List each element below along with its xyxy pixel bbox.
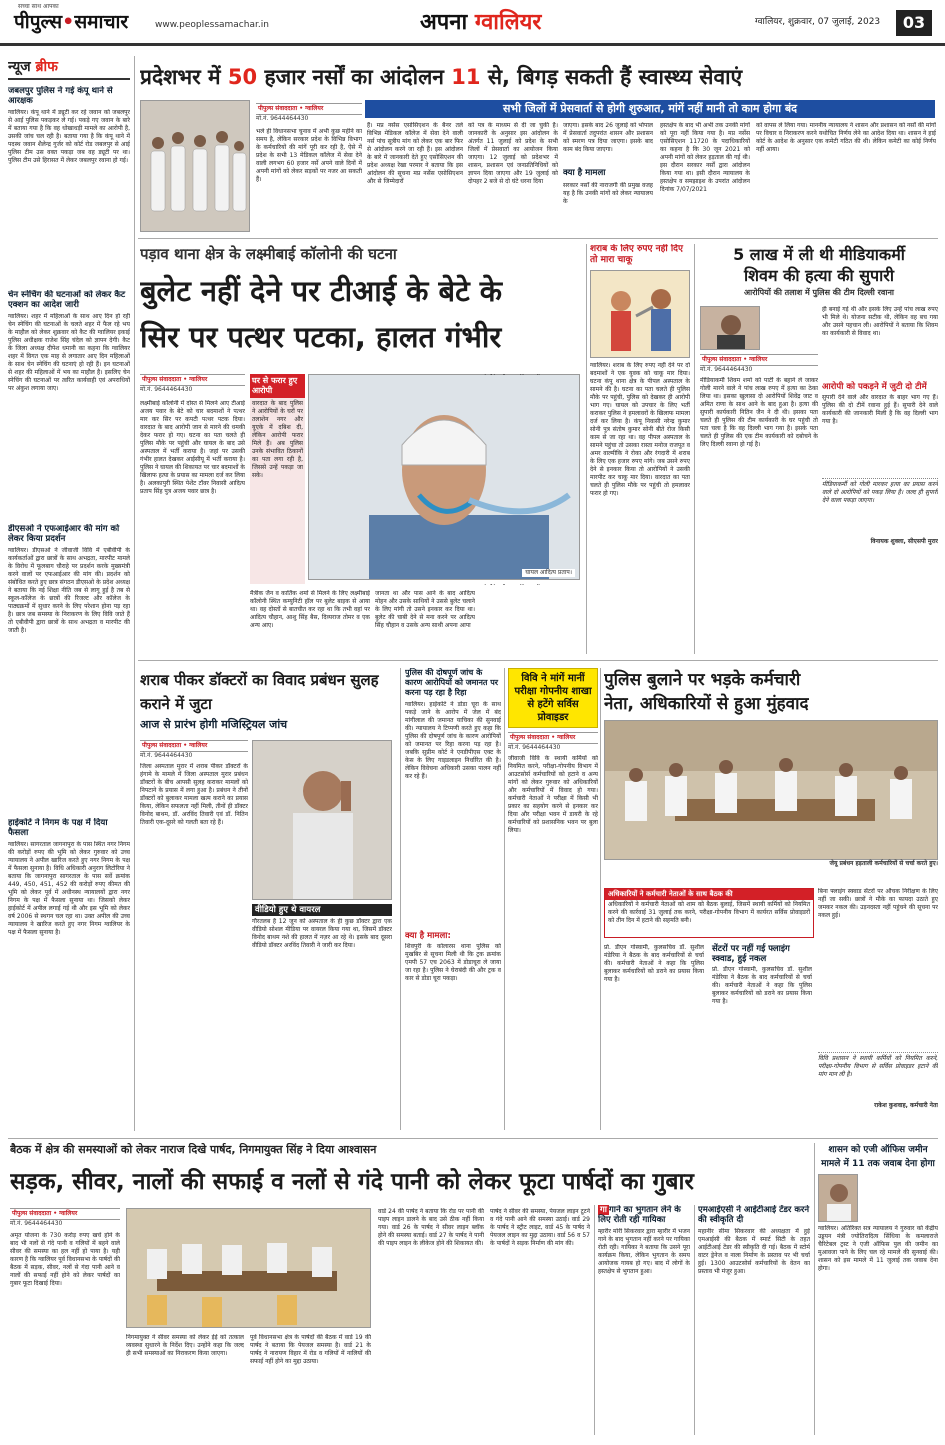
news-brief-column	[8, 58, 130, 1128]
shasan-story	[818, 1143, 938, 1435]
video-title: वीडियो हुए थे वायरल	[252, 904, 392, 916]
brief-heading: न्यूज ब्रीफ	[8, 58, 130, 80]
bullet-byline	[140, 374, 245, 396]
karmachari-photo-caption: जेयू प्रबंधन हड़ताली कर्मचारियों से चर्चा करते हुए।	[829, 860, 938, 867]
nurses-group-image	[141, 101, 250, 232]
video-body: गौरतलब है 12 जून को अस्पताल के ही कुछ डॉक्टर द्वारा एक वीडियो सोशल मीडिया पर वायरल किया गया था, जिसमें डॉक्टर विनोद बाथम नशे की हालत में नज़र आ रहे थे। इसके बाद दूसरा वीडियो डॉक्टर अरविंद तिवारी ने जारी कर दिया।	[252, 918, 392, 949]
brief-item	[8, 524, 130, 814]
supari-body-col2: ही बनाई गई थी और इसके लिए उन्हें पांच लाख रुपए भी मिले थे। योजना सटीक थी, लेकिन वह बच गया और उसने पहचान ली। आरोपियों ने बताया कि शिवम का कार्यकारी से विवाद था।	[822, 306, 938, 337]
byline-mobile: मो.नं. 9644464430	[140, 752, 193, 760]
bullet-body-col5	[480, 584, 580, 585]
nurses-body-col5: हस्तक्षेप के बाद भी अभी तक उनकी मांगों को पूरा नहीं किया गया है। मप्र नर्सेस एसोसिएशन 11720 के पदाधिकारियों का कहना है कि 30 जून 2021 को अपनी मांगों को लेकर हड़ताल की गई थी। इस दौरान सरकार नर्सों द्वारा आंदोलन किया गया था। इसी दौरान न्यायालय के हस्तक्षेप व समझाइश के उपरांत आंदोलन दिनांक 7/07/2021	[660, 122, 750, 193]
nurses-body-col4: जाएगा। इसके बाद 26 जुलाई को भोपाल में प्रेसवार्ता तदुपरांत शासन और प्रशासन को स्मरण पत्र दिया जाएगा। इसके बाद काम बंद किया जाएगा। क्या है मामला सरकार नर्सों की नाराजगी की प्रमुख वजह यह है कि उनकी मांगों को लेकर न्यायालय के	[563, 122, 653, 205]
bullet-body-col1: लक्ष्मीबाई कॉलोनी में दोस्त से मिलने आए टीआई अजय पवार के बेटे को चार बदमाशों ने पत्थर मार कर सिर पर कपटी पत्थर पटक दिया। वारदात के बाद आरोपी जान से मारने की धमकी देकर फरार हो गए। घटना का पता चलते ही पुलिस मौके पर पहुंची और घायल के बाद उसे अस्पताल में भर्ती कराया है। जहां पर उसकी गंभीर हालत देखकर आईसीयू में भर्ती कराया है। पुलिस ने घायल की शिकायत पर चार बदमाशों के खिलाफ हत्या के प्रयास का मामला दर्ज कर लिया है। अलकापुरी स्थित पेशेंट टॉवर निवासी आदित्य प्रताप सिंह पुत्र अजय पवार छात्र है।	[140, 400, 245, 495]
bullet-victim-photo	[308, 374, 580, 580]
sharab-headline[interactable]: शराब पीकर डॉक्टरों का विवाद प्रबंधन सुलह कराने में जुटा	[140, 671, 379, 713]
karmachari-headline[interactable]: पुलिस बुलाने पर भड़के कर्मचारी नेता, अधिकारियों से हुआ मुंहवाद	[604, 670, 809, 714]
sadak-kicker: बैठक में क्षेत्र की समस्याओं को लेकर नाराज दिखे पार्षद, निगमायुक्त सिंह ने दिया आश्वासन	[10, 1143, 377, 1156]
byline-text: पीपुल्स संवाददाता • ग्वालियर	[12, 1210, 78, 1217]
byline-text: पीपुल्स संवाददाता • ग्वालियर	[142, 376, 208, 383]
byline-text: पीपुल्स संवाददाता • ग्वालियर	[142, 742, 208, 749]
vivi-story	[508, 668, 598, 1130]
supari-story	[700, 244, 938, 654]
vivi-box[interactable]: विवि ने मांगें मानीं परीक्षा गोपनीय शाखा से हटेंगे सर्विस प्रोवाइडर	[508, 668, 598, 728]
page-number: 03	[896, 10, 932, 36]
brief-body: ग्वालियर। शहर में महिलाओं के साथ आए दिन हो रही चेन स्नेचिंग की घटनाओं के चलते शहर में फैल रहे भय के माहौल को लेकर शुक्रवार को कैट की ग्वालियर इकाई पुलिस अधीक्षक राजेश सिंह चंदेल को ज्ञापन देगी। कैट के जिला अध्यक्ष दीपेश धमानी का कहना कि ग्वालियर शहर में विगत एक माह से लगातार आए दिन महिलाओं के साथ चेन स्नेचिंग की घटनाएं हो रही हैं। इन घटनाओं से शहर की महिलाओं में भय का माहौल है। इसलिए चेन स्नेचिंग की घटनाओं पर त्वरित कार्यवाही एवं अपराधियों पर अंकुश लगाया जाए।	[8, 313, 130, 392]
sadak-byline	[10, 1208, 120, 1230]
brief-title[interactable]: जबलपुर पुलिस ने गई कंपू थाने से आरक्षक	[8, 86, 113, 106]
byline-mobile: मो.नं. 9644464430	[256, 115, 309, 123]
dateline: ग्वालियर, शुक्रवार, 07 जुलाई, 2023	[755, 17, 881, 27]
councillors-meeting-image	[127, 1209, 371, 1328]
nurses-body-col6: को वापस ले लिया गया। माननीय न्यायालय ने शासन और प्रशासन को नर्सों की मांगों पर विचार व निराकरण करने यथोचित निर्णय लेने का आदेश दिया था। शासन ने हाई कोर्ट के आदेश के अनुसार एक कमेटी गठित की थी। लेकिन कमेटी का कोई निर्णय नहीं आया।	[756, 122, 936, 153]
brief-item	[8, 86, 130, 286]
byline-mobile: मो.नं. 9644464430	[700, 366, 753, 374]
karmachari-box-body: अधिकारियों ने कर्मचारी नेताओं को शाम को बैठक बुलाई, जिसमें स्थायी कर्मियों को नियमित करने की कार्रवाई 31 जुलाई तक करने, परीक्षा-गोपनीय विभाग में कार्यरत सर्विस प्रोवाइडरों को तीन दिन में हटाने की सहमति बनी।	[608, 901, 810, 925]
nurses-photo	[140, 100, 250, 232]
meeting-room-image	[605, 721, 938, 860]
byline-text: पीपुल्स संवाददाता • ग्वालियर	[510, 734, 576, 741]
bullet-body-col4	[480, 374, 580, 375]
dosh-body: ग्वालियर। हाईकोर्ट ने डोडा चूरा के साथ पकड़े जाने के आरोप में जेल में बंद मांगीलाल की जमानत याचिका की सुनवाई की। न्यायालय ने टिप्पणी करते हुए कहा कि पुलिस की दोषपूर्ण जांच के कारण आरोपियों को जमानत पर रिहा करना पड़ रहा है। जबकि सुप्रीम कोर्ट ने एनडीपीएस एक्ट के केस के लिए गाइडलाइन निर्धारित की है। लेकिन विवेचना अधिकारी उसका पालन नहीं कर रहे हैं।	[405, 701, 501, 780]
byline-text: पीपुल्स संवाददाता • ग्वालियर	[702, 356, 768, 363]
victim-portrait-image	[701, 307, 760, 350]
shasan-portrait	[818, 1174, 858, 1222]
supari-quote: मीडियाकर्मी को गोली मारकर हत्या का प्रयास करने वाले दो आरोपियों को पकड़ लिया है। जल्द ही सुपारी देने वाला पकड़ा जाएगा।	[822, 478, 938, 538]
byline-mobile: मो.नं. 9644464430	[140, 386, 193, 394]
minister-portrait-image	[819, 1175, 858, 1222]
chaku-body: ग्वालियर। शराब के लिए रुपए नहीं देने पर दो बदमाशों ने एक युवक को चाकू मार दिया। घटना कंपू थाना क्षेत्र के पीपल अस्पताल के सामने की है। घटना का पता चलते ही पुलिस मौके पर पहुंची, पुलिस को देखकर ही आरोपी भाग गए। घायल को उपचार के लिए भर्ती कराकर पुलिस ने हमलावरों के खिलाफ मामला दर्ज कर लिया है। कंपू निवासी नरेन्द्र कुमार सोनी पुत्र संतोष कुमार सोनी बीते रोज किसी काम से जा रहा था। वह पीपल अस्पताल के सामने पहुंचा तो उसका रास्ता मनोज राजपूत व अमर वाल्मीकि ने रोका और रंगदारी में शराब के लिए एक हजार रुपए मांगे। जब उसने रुपए देने से इनकार किया तो आरोपियों ने उसकी मारपीट कर चाकू मार दिया। वारदात का पता चलते ही पुलिस मौके पर पहुंची तो हमलावर फरार हो गए।	[590, 362, 690, 497]
sharab-subhead: आज से प्रारंभ होगी मजिस्ट्रियल जांच	[140, 718, 288, 731]
byline-mobile: मो.नं. 9644464430	[10, 1220, 63, 1228]
supari-headline[interactable]: 5 लाख में ली थी मीडियाकर्मी शिवम की हत्या की सुपारी	[733, 245, 905, 285]
brief-item	[8, 290, 130, 520]
brief-body: ग्वालियर। डीएसओ ने जीवाजी विवि में एबीवीपी के कार्यकर्ताओं द्वारा छात्रों के साथ अभद्रता, मारपीट मामले के विरोध में फूलबाग चौराहे पर प्रदर्शन करके मुख्यमंत्री करने वालों पर एफआईआर की मांग की। प्रदर्शन को संबोधित करते हुए छात्र संगठन डीएसओ के प्रदेश अध्यक्ष ने बताया कि नई शिक्षा नीति जब से लागू हुई है तब से स्कूल-कॉलेज के छात्रों की रिजल्ट और कॉलेज के पाठ्यक्रमों में सुधार करने के लिए परेशान होना पड़ रहा है। छात्र जब समस्या के निराकरण के लिए विवि जाते हैं तो एबीवीपी द्वारा छात्रों के साथ अभद्रता व मारपीट की जाती है।	[8, 547, 130, 634]
iti-headline[interactable]: एमआईएसी ने आईटीआई टेंडर करने की स्वीकृति दी	[698, 1205, 810, 1225]
iti-body: महानीर सीमा सिकरवार की अध्यक्षता में हुई एमआईसी की बैठक में स्मार्ट सिटी के तहत आईटीआई टेंडर की स्वीकृति दी गई। बैठक में स्टोर्म वाटर ड्रेनेज व नाला निर्माण के प्रस्ताव पर भी चर्चा हुई। 1300 आउटसोर्स कर्मचारियों के वेतन का प्रस्ताव भी मंजूर हुआ।	[698, 1228, 810, 1275]
sadak-body-col2: निगमायुक्त ने सीवर समस्या को लेकर ईई को तत्काल व्यवस्था सुधारने के निर्देश दिए। उन्होंने कहा कि जल्द ही सभी समस्याओं का निराकरण किया जाएगा।	[126, 1334, 244, 1357]
bhugtan-headline[interactable]: गा गाने का भुगतान लेने के लिए रोती रही गायिका	[598, 1205, 681, 1225]
karmachari-body3: बिना फ्लाइंग स्क्वाड सेंटरों पर औचक निरीक्षण के लिए नहीं जा सकी। छात्रों ने मौके का फायदा उठाते हुए जमकर नकल की। उड़नदस्ता नहीं पहुंचने की सूचना पर नकल हुई।	[818, 888, 938, 919]
chaku-story	[590, 244, 690, 654]
supari-subhead: आरोपियों की तलाश में पुलिस की टीम दिल्ली रवाना	[744, 288, 894, 297]
dosh-story	[405, 668, 501, 1130]
bullet-headline[interactable]: बुलेट नहीं देने पर टीआई के बेटे के सिर पर पत्थर पटका, हालत गंभीर	[140, 274, 503, 354]
website-url[interactable]: www.peoplessamachar.in	[155, 20, 269, 30]
brief-body: ग्वालियर। कंपू थाने में ड्यूटी कर रहे जवान को जबलपुर से आई पुलिस पकड़कर ले गई। पकड़े गए जवान के बारे में बताया गया है कि वह धोखाधड़ी मामले का आरोपी है, उसकी जांच चल रही है। बताया गया है कि कंपू थाने में पदस्थ जवान शैलेन्द्र गुर्जर को कोर्ट रोड जबलपुर से आई पुलिस टीम उस वक्त पकड़ा जब वह ड्यूटी पर था। पुलिस टीम उसे हिरासत में लेकर जबलपुर रवाना हो गई।	[8, 109, 130, 164]
brief-title[interactable]: हाईकोर्ट ने निगम के पक्ष में दिया फैसला	[8, 818, 108, 838]
bullet-kicker: पड़ाव थाना क्षेत्र के लक्ष्मीबाई कॉलोनी की घटना	[140, 245, 397, 263]
sharab-story	[140, 668, 396, 1130]
nurses-headline[interactable]: प्रदेशभर में 50 हजार नर्सों का आंदोलन 11 से, बिगड़ सकती हैं स्वास्थ्य सेवाएं	[140, 65, 743, 89]
doctor-video-still	[253, 741, 392, 900]
karmachari-meeting-photo	[604, 720, 938, 860]
chaku-illustration	[590, 270, 690, 358]
iti-story	[698, 1205, 810, 1435]
shasan-headline[interactable]: शासन को एजी ऑफिस जमीन मामले में 11 तक जवाब देना होगा	[821, 1145, 935, 1169]
supari-credit: विनायक शुक्ला, सीएसपी मुरार	[870, 538, 938, 545]
supari-side-title: आरोपी को पकड़ने में जुटी दो टीमें	[822, 382, 927, 392]
dosh-box-body: शिवपुरी के कोलारस थाना पुलिस को मुखबिर से सूचना मिली थी कि ट्रक क्रमांक एमपी 57 एच 2063 में डोडाचूरा ले जाया जा रहा है। पुलिस ने घेराबंदी की और ट्रक व कार से डोडा चूरा पकड़ा।	[405, 943, 501, 982]
supari-photo	[700, 306, 760, 350]
section-title: अपना ग्वालियर	[420, 10, 542, 35]
karmachari-body1: प्रो. डीएन गोस्वामी, कुलसचिव डॉ. सुशील मंडेरिया ने बैठक के बाद कर्मचारियों से चर्चा की। कर्मचारी नेताओं ने कहा कि पुलिस बुलाकर कर्मचारियों को डराने का प्रयास किया गया है।	[604, 944, 704, 983]
photo-caption: घायल आदित्य प्रताप।	[522, 569, 575, 577]
side-box-body: वारदात के बाद पुलिस ने आरोपियों के घरों पर तलाशेन नगर और यूएके में दबिश दी, लेकिन आरोपी फरार मिले हैं। अब पुलिस उनके संभावित ठिकानों का पता लगा रही है, जिससे उन्हें पकड़ा जा सके।	[252, 400, 303, 479]
bhugtan-body: म्हारीर मोरी सिकरवार द्वारा म्हारीर में भजन गाने के बाद भुगतान नहीं करने पर गायिका रोती रही। गायिका ने बताया कि उसने पूरा कार्यक्रम किया, लेकिन भुगतान के समय आयोजक गायब हो गए। बाद में लोगों के हस्तक्षेप से भुगतान हुआ।	[598, 1228, 690, 1275]
nurses-body-col2: हैं। मप्र नर्सेस एसोसिएशन के बैनर तले विभिन्न मेडिकल कॉलेज में सेवा देने वाली नर्स पांच सूत्रीय मांग को लेकर एक बार फिर से आंदोलन करने जा रही हैं। इस आंदोलन के बारे में जानकारी देते हुए एसोसिएशन की प्रदेश अध्यक्ष रेखा परमार ने बताया कि इस आंदोलन की सूचना मप्र नर्सेस एसोसिएशन और से जिम्मेदारों	[367, 122, 463, 185]
karmachari-box-title: अधिकारियों ने कर्मचारी नेताओं के साथ बैठक की	[605, 889, 813, 900]
vivi-body: जीवाजी विवि के स्थायी कर्मियों को नियमित करने, परीक्षा-गोपनीय विभाग में आउटसोर्स कर्मचारियों को हटाने व अन्य मांगों को लेकर गुरुवार को अधिकारियों और कर्मचारियों में विवाद हो गया। कर्मचारी नेताओं ने परीक्षा में किसी भी प्रकार का सहयोग करने से इनकार कर दिया और परीक्षा भवन में डायरी के रहे कर्मचारियों को प्रशासनिक भवन पर बुला लिया।	[508, 755, 598, 835]
dosh-box-title: क्या है मामला:	[405, 931, 451, 941]
brief-body: ग्वालियर। सागरताल जागनापुरा के पास स्थित नगर निगम की करोड़ों रुपए की भूमि को लेकर गुरुवार को उच्च न्यायालय ने अपील खारिज करते हुए नगर निगम के पक्ष में फैसला सुनाया है। विधि अधिकारी अनुराग लिटोरिया ने बताया कि जागनापुरा सागरताल के पास सर्वे क्रमांक 449, 450, 451, 452 की करोड़ों रुपए कीमत की भूमि को लेकर पूर्व में अधीनस्थ न्यायालयों द्वारा नगर निगम के पक्ष में फैसला सुनाया था। जिसको लेकर हाईकोर्ट में अपील लगाई गई थी और इस भूमि को लेकर वर्ष 2006 से स्थगन चल रहा था। उक्त अपील की उच्च न्यायालय ने खारिज करते हुए नगर निगम ग्वालियर के पक्ष में फैसला सुनाया है।	[8, 841, 130, 936]
brief-title[interactable]: डीएसओ ने एफआईआर की मांग को लेकर किया प्रदर्शन	[8, 524, 120, 544]
supari-body-col1: मीडियाकर्मी शिवम शर्मा को पार्टी के बहाने ले जाकर गोली मारने वाले ने पांच लाख रुपए में हत्या का ठेका लिया था। इसका खुलासा दो आरोपियों शिवेंद्र जाट व अमित राणा के साथ आने के बाद हुआ है। हत्या की सुपारी कार्यकारी नितिन जैन ने दी थी। इसका पता चलते ही पुलिस की टीम कार्यकारी के घर पहुंची तो पता चला है कि वह दिल्ली भाग गया है। इसके पता चलते ही पुलिस की एक टीम कार्यकारी को दबोचने के लिए दिल्ली रवाना हो गई है।	[700, 377, 818, 449]
bullet-body-col3: जानता था और पास आने के बाद आदित्य मोहन और उसके साथियों ने उससे बुलेट चलाने के लिए मांगी तो उसने इनकार कर दिया था। बुलेट की चाबी देने से मना करने पर आदित्य सिंह चौहान व उसके अन्य साथी अपना आपा	[375, 590, 475, 629]
karmachari-credit: राकेश कुशवाह, कर्मचारी नेता	[874, 1102, 938, 1109]
karmachari-sub2: सेंटरों पर नहीं गई फ्लाइंग स्क्वाड, हुई नकल	[712, 944, 790, 964]
bhugtan-story	[598, 1205, 690, 1435]
nurses-body-col3: को पत्र के माध्यम से दी जा चुकी है। जानकारी के अनुसार इस आंदोलन के अंतर्गत 11 जुलाई को प्रदेश के सभी जिलों में प्रेसवार्ता का आयोजन किया जाएगा। 12 जुलाई को प्रदेशभर में शासन, प्रशासन एवं जनप्रतिनिधियों को ज्ञापन दिया जाएगा और 19 जुलाई को दोपहर 2 बजे से दो घंटे धरना दिया	[468, 122, 558, 185]
bullet-body-col2: मैत्रीक जैन व कार्तिक शर्मा से मिलने के लिए लक्ष्मीबाई कॉलोनी स्थित कम्युनिटी हॉल पर बुलेट बाइक से आया था। वह दोस्तों से बातचीत कर रहा था कि तभी वहां पर आदित्य चौहान, आशु सिंह बैस, दिव्यराज तोमर व एक अन्य आए।	[250, 590, 370, 629]
karmachari-body2: प्रो. डीएन गोस्वामी, कुलसचिव डॉ. सुशील मंडेरिया ने बैठक के बाद कर्मचारियों से चर्चा की। कर्मचारी नेताओं ने कहा कि पुलिस बुलाकर कर्मचारियों को डराने का प्रयास किया गया है।	[712, 966, 812, 1005]
side-box-title: घर से फरार हुए आरोपी	[250, 374, 305, 398]
dosh-headline[interactable]: पुलिस की दोषपूर्ण जांच के कारण आरोपियों को जमानत पर करना पड़ रहा है रिहा	[405, 668, 499, 697]
sadak-meeting-photo	[126, 1208, 371, 1328]
byline-text: पीपुल्स संवाददाता • ग्वालियर	[258, 105, 324, 112]
karmachari-quote: विवि प्रशासन ने स्थायी कर्मियों को नियमित करने, परीक्षा-गोपनीय विभाग से सर्विस प्रोवाइडर हटाने की मांग मान ली है।	[818, 1052, 938, 1102]
sadak-body-col3: पूर्व विधानसभा क्षेत्र के पार्षदों की बैठक में वार्ड 19 की पार्षद ने बताया कि पेयजल समस्या है। वार्ड 21 के पार्षद ने नारायण विहार में रोड व गलियों में नालियों की सफाई नहीं होने का मुद्दा उठाया।	[250, 1334, 371, 1365]
nurses-subhead: सभी जिलों में प्रेसवार्ता से होगी शुरुआत, मांगें नहीं मानी तो काम होगा बंद	[365, 100, 935, 118]
nurses-body-col1: भले ही विधानसभा चुनाव में अभी कुछ महीने का समय है, लेकिन सरकार प्रदेश के विभिन्न विभाग के कर्मचारियों की मांगें पूरी कर रही है, ऐसे में प्रदेश के सभी 13 मेडिकल कॉलेज में सेवा देने वाली लगभग 60 हजार नर्से अपने वाले दिनों में अपनी मांगों को लेकर सड़कों पर नजर आ सकती हैं।	[256, 128, 362, 183]
brief-title[interactable]: चेन स्नेचिंग की घटनाओं को लेकर कैट एक्शन का आदेश जारी	[8, 290, 126, 310]
masthead-tagline: सच्चा साथ आपका	[18, 3, 59, 10]
chaku-headline[interactable]: शराब के लिए रुपए नहीं दिए तो मारा चाकू	[590, 244, 683, 265]
sadak-body-col1: अमृत योजना के 730 करोड़ रुपए खर्च होने के बाद भी नलों से गंदे पानी व गलियों में बहने वाले सीवर की समस्या का हल नहीं हो पाया है। यही कारण है कि ग्वालियर पूर्व विधानसभा के पार्षदों की बैठक में सड़क, सीवर, नलों से गंदा पानी आने व नालों की सफाई नहीं होने को लेकर पार्षदों का गुबार फूटा दिखाई दिया।	[10, 1232, 120, 1287]
masthead	[0, 0, 945, 46]
byline-mobile: मो.नं. 9644464430	[508, 744, 561, 752]
bullet-side-box	[250, 374, 305, 584]
hospital-patient-image	[309, 375, 580, 580]
newspaper-logo[interactable]: पीपुल्स•समाचार	[14, 11, 129, 33]
brief-item	[8, 818, 130, 1123]
supari-side-body: सुपारी देने वाले और वारदात के बाहर भाग गए हैं। पुलिस की दो टीमें रवाना हुई हैं। सुपारी देने वाले कार्यकारी की जानकारी मिली है कि वह दिल्ली भाग गया है।	[822, 394, 938, 425]
nurses-subsection-title: क्या है मामला	[563, 168, 606, 178]
shasan-body: ग्वालियर। अतिरिक्त सत्र न्यायालय ने गुरुवार को केंद्रीय उड्डयन मंत्री ज्योतिरादित्य सिंधिया के कमलाराजे चैरिटेबल ट्रस्ट ने एजी ऑफिस पुल की जमीन का मुआवजा पाने के लिए चल रहे मामले की सुनवाई की। शासन को इस मामले में 11 जुलाई तक जवाब देना होगा।	[818, 1225, 938, 1272]
karmachari-story	[604, 668, 938, 1130]
nurses-byline	[256, 103, 362, 125]
sharab-body: जिला अस्पताल मुरार में शराब पीकर डॉक्टरों के हंगामे के मामले में जिला अस्पताल मुरार प्रबंधन डॉक्टरों के बीच आपसी सुलह कराकर मामलों को निपटाने के प्रयास में लगा हुआ है। प्रबंधन ने तीनों डॉक्टरों को बुलाकर मामला खत्म कराने का प्रयास किया, लेकिन सफलता नहीं मिली, तीनों ही डॉक्टर विनोद बाथम, डॉ. अरविंद तिवारी एवं डॉ. नितिन तिवारी एक-दूसरे को गलती बता रहे हैं।	[140, 763, 248, 827]
knife-attack-illustration	[591, 271, 690, 358]
sadak-body-col5: पार्षद ने सीवर की समस्या, पेयजल लाइन टूटने व गंदे पानी आने की समस्या उठाई। वार्ड 29 के पार्षद ने स्ट्रीट लाइट, वार्ड 45 के पार्षद ने पेयजल लाइन का मुद्दा उठाया। वार्ड 56 व 57 के पार्षदों ने सड़क निर्माण की मांग की।	[490, 1208, 590, 1247]
sharab-doctor-photo	[252, 740, 392, 900]
sadak-body-col4: वार्ड 24 की पार्षद ने बताया कि रोड पर पानी की पाइप लाइन डालने के बाद उसे ठीक नहीं किया गया। वार्ड 26 के पार्षद ने सीवर लाइन ब्लॉक होने की समस्या बताई। वार्ड 27 के पार्षद ने पानी की पाइप लाइन के लीकेज होने की शिकायत की।	[378, 1208, 484, 1247]
sadak-headline[interactable]: सड़क, सीवर, नालों की सफाई व नलों से गंदे पानी को लेकर फूटा पार्षदों का गुबार	[10, 1169, 694, 1195]
